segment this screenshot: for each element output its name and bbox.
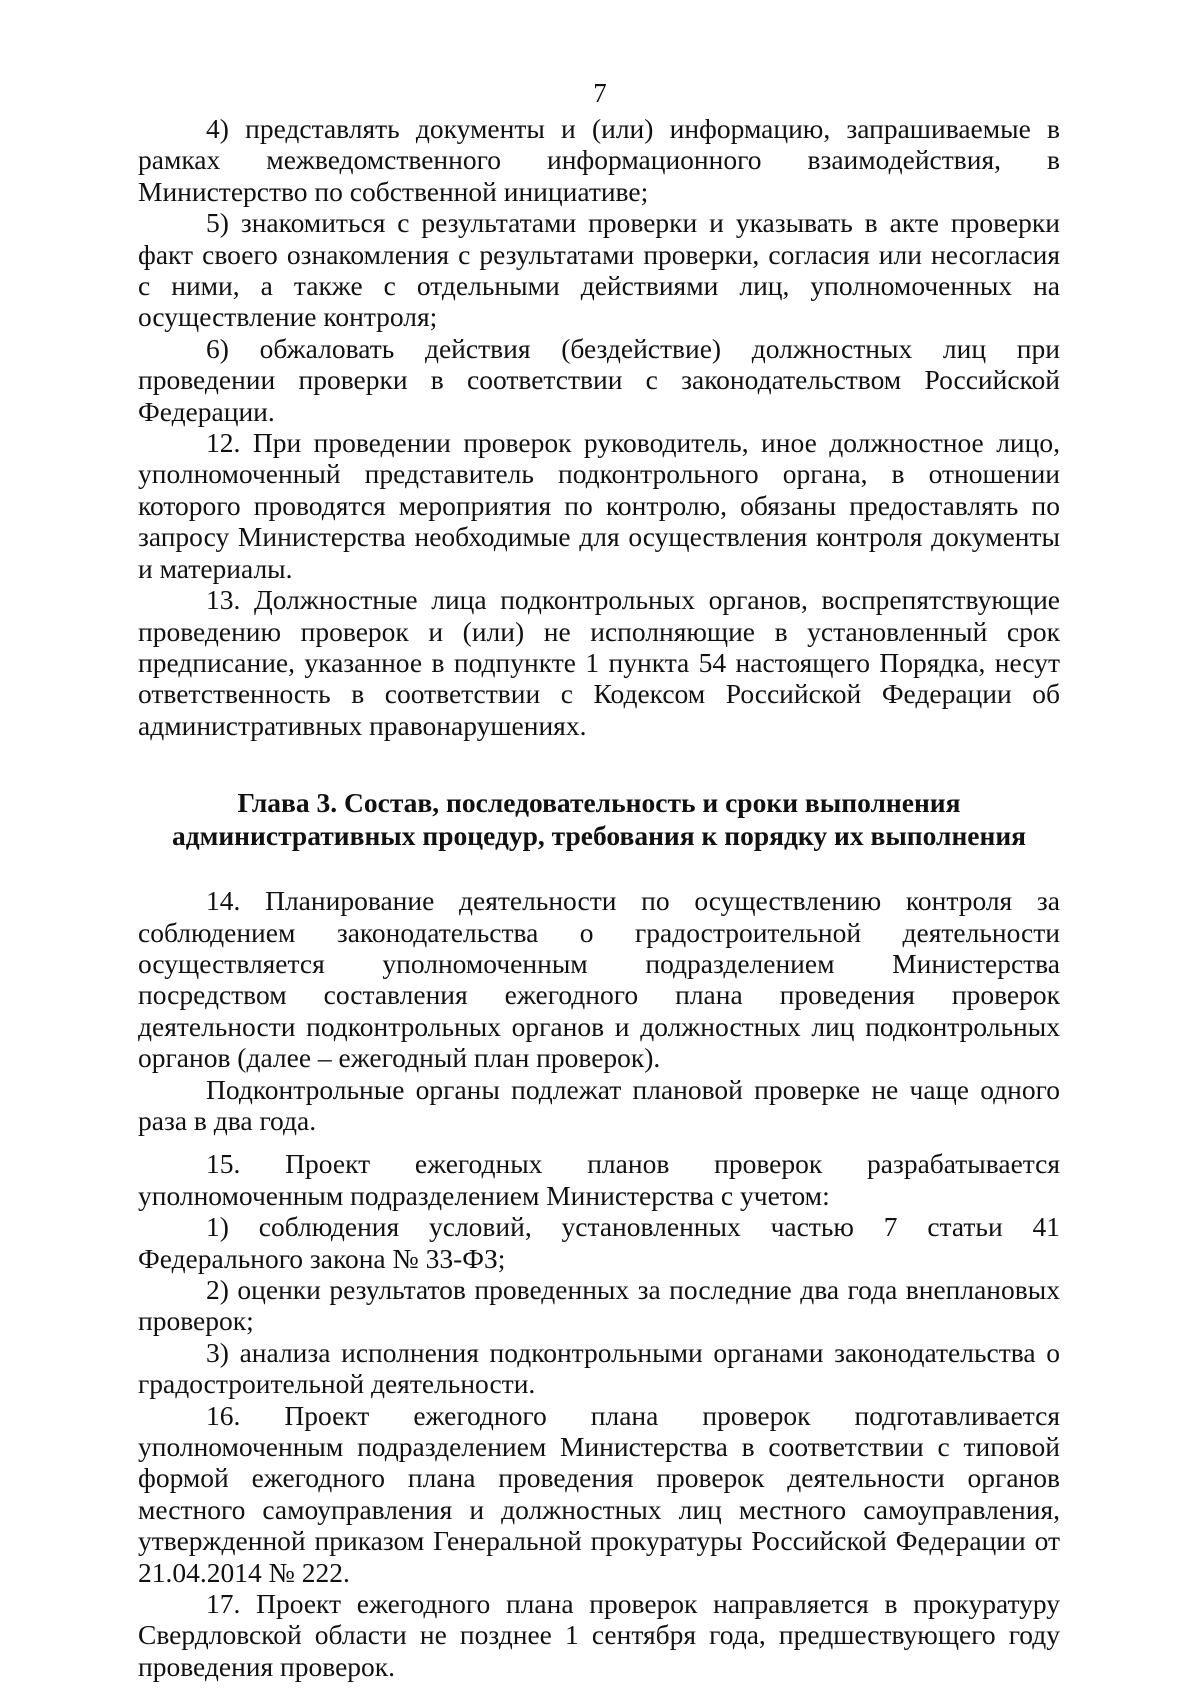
paragraph-15-item-1: 1) соблюдения условий, установленных частью 7 статьи 41 Федерального закона № 33-ФЗ;: [138, 1211, 1060, 1274]
paragraph-17: 17. Проект ежегодного плана проверок направляется в прокуратуру Свердловской области не позднее 1 сентября года, предшествующего году проведения проверок.: [138, 1588, 1060, 1682]
paragraph-15: 15. Проект ежегодных планов проверок разрабатывается уполномоченным подразделением Министерства с учетом:: [138, 1148, 1060, 1211]
paragraph-item-4: 4) представлять документы и (или) информацию, запрашиваемые в рамках межведомственного информационного взаимодействия, в Министерство по собственной инициативе;: [138, 113, 1060, 207]
paragraph-14: 14. Планирование деятельности по осуществлению контроля за соблюдением законодательства о градостроительной деятельности осуществляется уполномоченным подразделением Министерства посредством составления ежегодного плана проведения проверок деятельности подконтрольных органов и должностных лиц подконтрольных органов (далее – ежегодный план проверок).: [138, 885, 1060, 1074]
page-number: 7: [593, 78, 607, 108]
chapter-title: [138, 786, 1060, 852]
paragraph-13: 13. Должностные лица подконтрольных органов, воспрепятствующие проведению проверок и (или) не исполняющие в установленный срок предписание, указанное в подпункте 1 пункта 54 настоящего Порядка, несут ответственность в соответствии с Кодексом Российской Федерации об административных правонарушениях.: [138, 584, 1060, 741]
paragraph-15-item-2: 2) оценки результатов проведенных за последние два года внеплановых проверок;: [138, 1274, 1060, 1337]
paragraph-16: 16. Проект ежегодного плана проверок подготавливается уполномоченным подразделением Министерства в соответствии с типовой формой ежегодного плана проведения проверок деятельности органов местного самоуправления и должностных лиц местного самоуправления, утвержденной приказом Генеральной прокуратуры Российской Федерации от 21.04.2014 № 222.: [138, 1399, 1060, 1588]
chapter-title-line-2: административных процедур, требования к порядку их выполнения: [171, 820, 1027, 852]
paragraph-item-6: 6) обжаловать действия (бездействие) должностных лиц при проведении проверки в соответствии с законодательством Российской Федерации.: [138, 332, 1060, 427]
paragraph-15-item-3: 3) анализа исполнения подконтрольными органами законодательства о градостроительной деятельности.: [138, 1336, 1060, 1400]
paragraph-12: 12. При проведении проверок руководитель, иное должностное лицо, уполномоченный представитель подконтрольного органа, в отношении которого проводятся мероприятия по контролю, обязаны предоставлять по запросу Министерства необходимые для осуществления контроля документы и материалы.: [138, 427, 1060, 584]
chapter-title-line-1: Глава 3. Состав, последовательность и сроки выполнения: [237, 787, 961, 819]
paragraph-14-note: Подконтрольные органы подлежат плановой проверке не чаще одного раза в два года.: [138, 1073, 1060, 1136]
paragraph-item-5: 5) знакомиться с результатами проверки и указывать в акте проверки факт своего ознакомления с результатами проверки, согласия или несогласия с ними, а также с отдельными действиями лиц, уполномоченных на осуществление контроля;: [138, 207, 1060, 333]
document-body: [138, 113, 1060, 1682]
